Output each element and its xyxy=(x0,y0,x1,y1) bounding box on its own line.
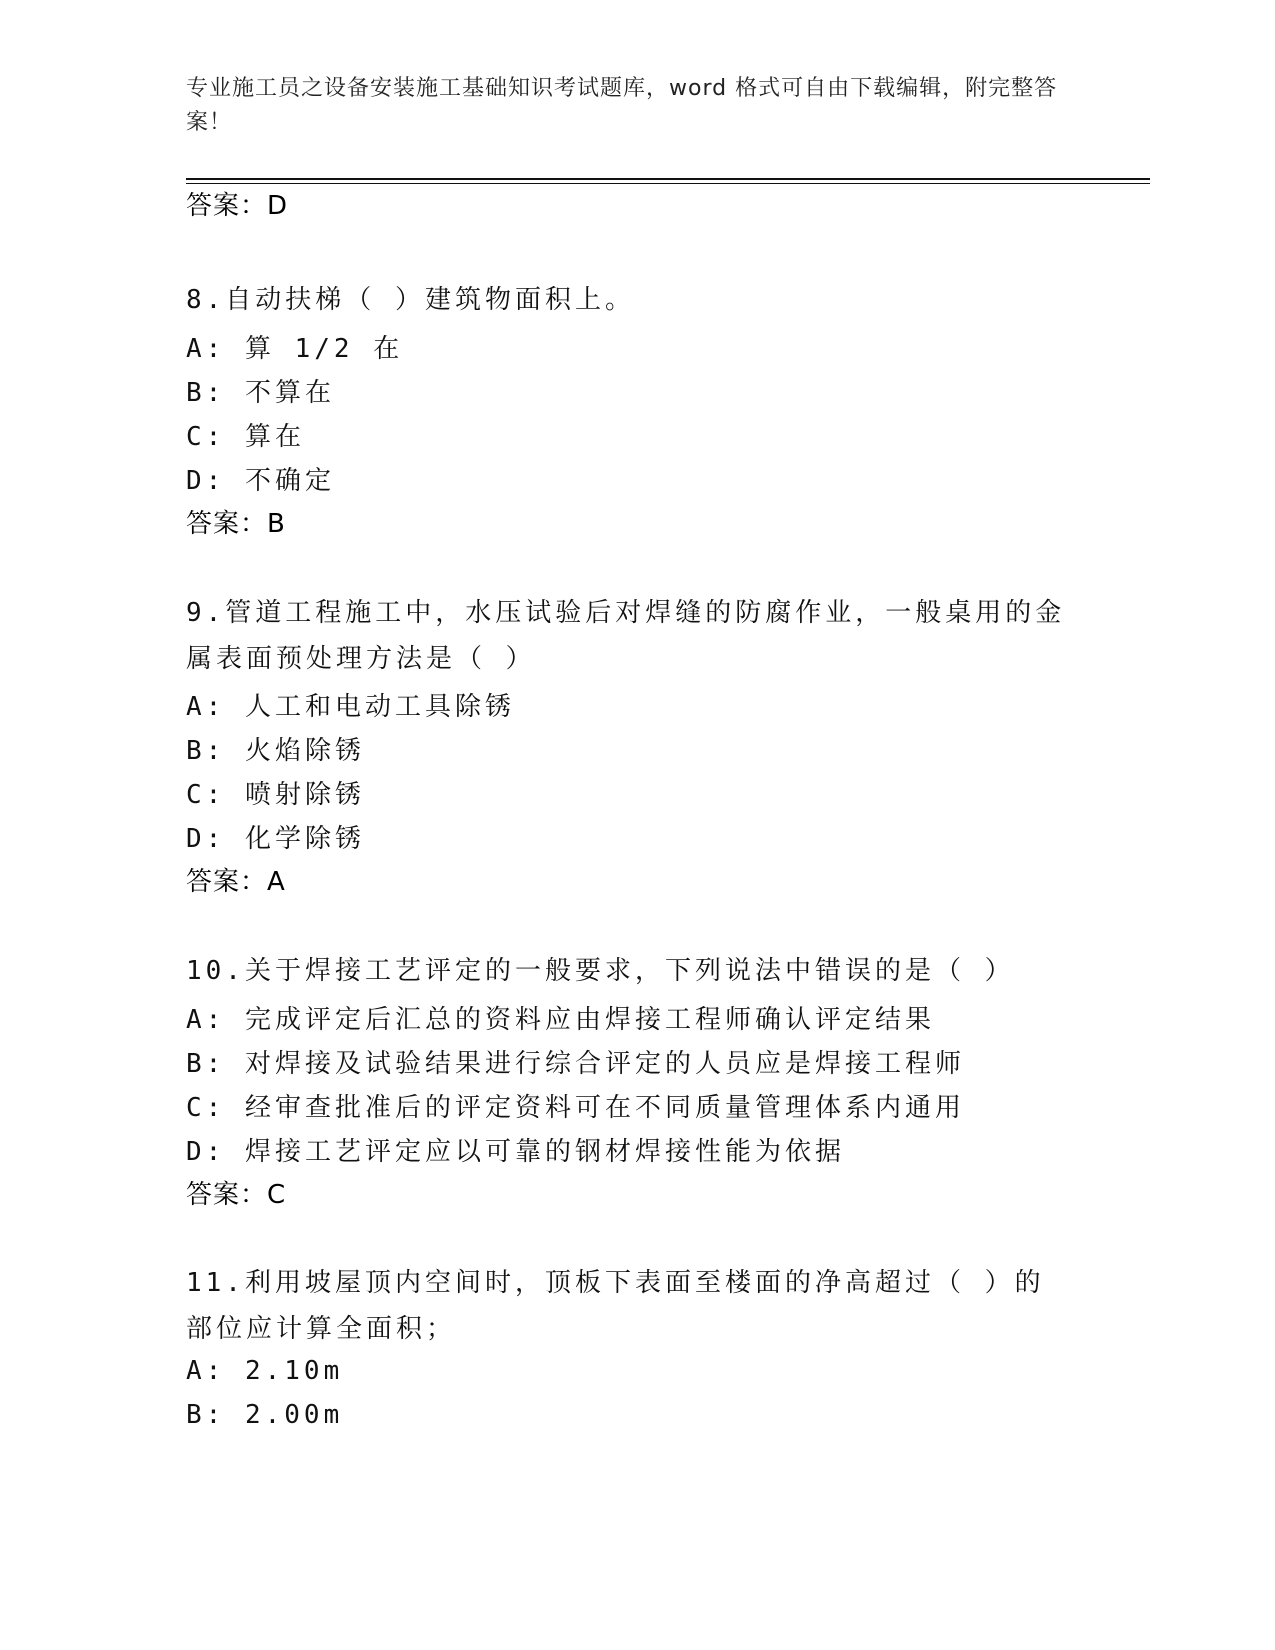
question-8-answer: 答案：B xyxy=(186,509,286,539)
question-10-stem: 10.关于焊接工艺评定的一般要求，下列说法中错误的是（ ） xyxy=(186,956,1015,986)
question-9-option-d: D: 化学除锈 xyxy=(186,824,365,854)
question-9-answer: 答案：A xyxy=(186,867,286,897)
question-8-stem: 8.自动扶梯（ ）建筑物面积上。 xyxy=(186,285,635,315)
question-8-option-b: B: 不算在 xyxy=(186,378,335,408)
answer-previous-question: 答案：D xyxy=(186,191,289,221)
header-divider-thin xyxy=(186,183,1150,184)
question-10-option-a: A: 完成评定后汇总的资料应由焊接工程师确认评定结果 xyxy=(186,1005,935,1035)
question-11-stem: 11.利用坡屋顶内空间时，顶板下表面至楼面的净高超过（ ）的部位应计算全面积； xyxy=(186,1268,1045,1344)
question-9-stem: 9.管道工程施工中，水压试验后对焊缝的防腐作业，一般桌用的金属表面预处理方法是（ ） xyxy=(186,598,1066,674)
question-9-option-b: B: 火焰除锈 xyxy=(186,736,365,766)
question-10-answer: 答案：C xyxy=(186,1180,287,1210)
question-8-option-a: A: 算 1/2 在 xyxy=(186,334,404,364)
question-10-option-c: C: 经审查批准后的评定资料可在不同质量管理体系内通用 xyxy=(186,1093,965,1123)
question-9-option-a: A: 人工和电动工具除锈 xyxy=(186,692,515,722)
question-8-option-c: C: 算在 xyxy=(186,422,305,452)
question-10-option-d: D: 焊接工艺评定应以可靠的钢材焊接性能为依据 xyxy=(186,1137,845,1167)
question-10-option-b: B: 对焊接及试验结果进行综合评定的人员应是焊接工程师 xyxy=(186,1049,965,1079)
question-11-option-a: A: 2.10m xyxy=(186,1356,344,1386)
question-11-option-b: B: 2.00m xyxy=(186,1400,344,1430)
question-9-option-c: C: 喷射除锈 xyxy=(186,780,365,810)
question-8-option-d: D: 不确定 xyxy=(186,466,335,496)
document-header: 专业施工员之设备安装施工基础知识考试题库，word 格式可自由下载编辑，附完整答案！ xyxy=(186,76,1058,135)
header-divider-thick xyxy=(186,178,1150,180)
